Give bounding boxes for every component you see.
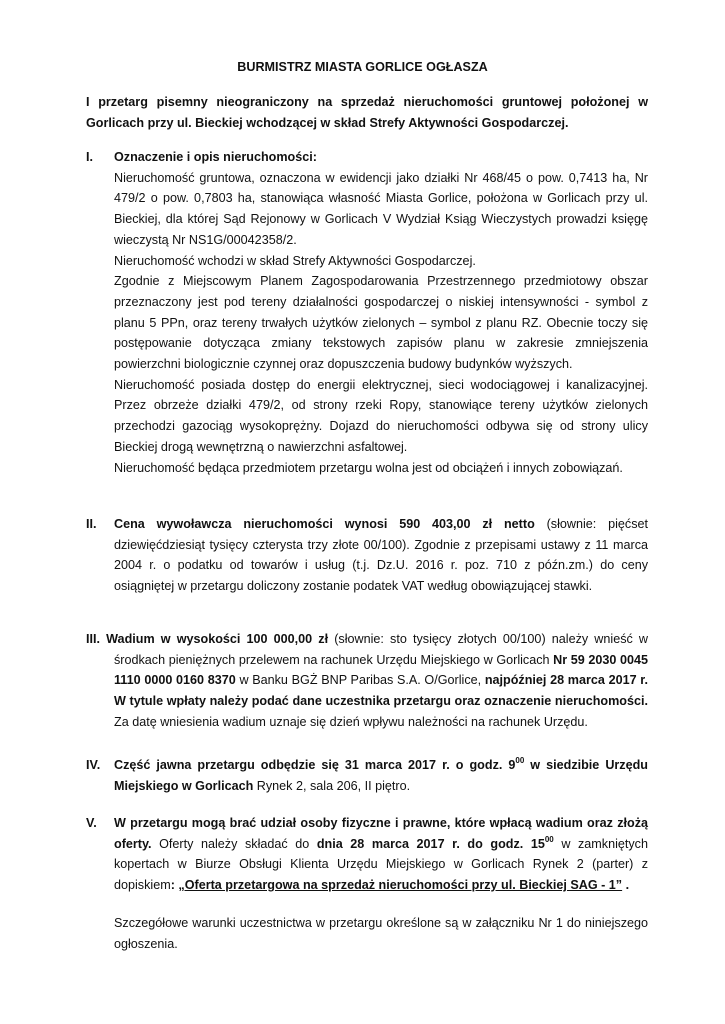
section-5-colon: : — [170, 878, 179, 893]
section-3-paragraph — [86, 629, 648, 733]
section-1-paragraph: Nieruchomość będąca przedmiotem przetargu wolna jest od obciążeń i innych zobowiązań. — [114, 460, 623, 475]
section-5 — [86, 813, 648, 954]
section-3 — [86, 629, 648, 733]
offer-envelope-label: „Oferta przetargowa na sprzedaż nieruchomości przy ul. Bieckiej SAG - 1” — [178, 878, 623, 893]
section-5-text: Oferty należy składać do — [151, 836, 317, 851]
section-5-number: V. — [86, 816, 97, 830]
section-5-text: w zamkniętych kopertach w Biurze Obsługi Klienta Urzędu Miejskiego w Gorlicach Rynek 2 (parter) z dopiskiem — [114, 836, 648, 893]
section-5-participants: W przetargu mogą brać udział osoby fizyczne i prawne, które wpłacą wadium oraz złożą oferty. — [114, 816, 648, 851]
section-4-paragraph — [114, 755, 648, 796]
section-5-note: Szczegółowe warunki uczestnictwa w przetargu określone są w załączniku Nr 1 do niniejszego ogłoszenia. — [114, 915, 648, 951]
section-1-number: I. — [86, 150, 93, 164]
section-1-paragraph: Nieruchomość gruntowa, oznaczona w ewidencji jako działki Nr 468/45 o pow. 0,7413 ha, Nr 479/2 o pow. 0,7803 ha, stanowiąca własność Miasta Gorlice, położona w Gorlicach przy ul. Bieckiej, dla której Sąd Rejonowy w Gorlicach V Wydział Ksiąg Wieczystych prowadzi księgę wieczystą Nr NS1G/00042358/2. — [114, 170, 648, 247]
section-2 — [86, 514, 648, 597]
section-1-heading: Oznaczenie i opis nieruchomości: — [114, 150, 317, 164]
section-3-deposit: Wadium w wysokości 100 000,00 zł — [106, 632, 329, 646]
section-1-paragraph: Nieruchomość posiada dostęp do energii elektrycznej, sieci wodociągowej i kanalizacyjnej. Przez obrzeże działki 479/2, od strony rzeki Ropy, stanowiące tereny użytków zielonych przechodzi gazociąg wysokoprężny. Dojazd do nieruchomości odbywa się od strony ulicy Bieckiej drogą wewnętrzną o nawierzchni asfaltowej. — [114, 377, 648, 454]
section-4-text: Rynek 2, sala 206, II piętro. — [253, 778, 411, 793]
section-2-number: II. — [86, 517, 97, 531]
section-5-time-superscript: 00 — [544, 834, 554, 844]
section-1 — [86, 147, 648, 478]
section-2-text: (słownie: pięćset dziewięćdziesiąt tysięcy czterysta trzy złote 00/100). Zgodnie z przepisami ustawy z 11 marca 2004 r. o podatku od towarów i usług (t.j. Dz.U. 2016 r. poz. 710 z późn.zm.) do ceny osiągniętej w przetargu doliczony zostanie podatek VAT według obowiązującej stawki. — [114, 517, 648, 594]
section-5-tail: . — [622, 878, 630, 893]
section-1-paragraph: Zgodnie z Miejscowym Planem Zagospodarowania Przestrzennego przedmiotowy obszar przeznaczony jest pod tereny działalności gospodarczej o niskiej intensywności - symbol z planu 5 PPn, oraz tereny trwałych użytków zielonych – symbol z planu RZ. Obecnie toczy się postępowanie dotycząca zmiany tekstowych zapisów planu w zakresie zmniejszenia powierzchni biologicznie czynnej oraz dopuszczenia budowy budynków wyższych. — [114, 274, 648, 372]
section-3-text: w Banku BGŻ BNP Paribas S.A. O/Gorlice, — [235, 673, 485, 688]
section-4-date: Część jawna przetargu odbędzie się 31 marca 2017 r. o godz. 9 — [114, 758, 516, 772]
section-3-text: (słownie: sto tysięcy złotych 00/100) należy wnieść w środkach pieniężnych przelewem na rachunek Urzędu Miejskiego w Gorlicach — [114, 632, 649, 667]
section-3-deadline: najpóźniej 28 marca 2017 r. W tytule wpłaty należy podać dane uczestnika przetargu oraz oznaczenie nieruchomości. — [114, 673, 648, 709]
section-4 — [86, 755, 648, 796]
intro-heading: I przetarg pisemny nieograniczony na sprzedaż nieruchomości gruntowej położonej w Gorlicach przy ul. Bieckiej wchodzącej w skład Strefy Aktywności Gospodarczej. — [86, 95, 648, 130]
section-3-text: Za datę wniesienia wadium uznaje się dzień wpływu należności na rachunek Urzędu. — [114, 714, 588, 729]
section-5-deadline: dnia 28 marca 2017 r. do godz. 15 — [316, 836, 545, 851]
section-2-price: Cena wywoławcza nieruchomości wynosi 590 403,00 zł netto — [114, 517, 535, 531]
section-2-paragraph — [114, 514, 648, 597]
section-4-location: w siedzibie Urzędu Miejskiego w Gorlicach — [114, 758, 648, 793]
section-3-number: III. — [86, 632, 100, 646]
section-5-paragraph — [114, 813, 648, 896]
section-1-paragraph: Nieruchomość wchodzi w skład Strefy Aktywności Gospodarczej. — [114, 253, 476, 268]
bank-account-number: Nr 59 2030 0045 1110 0000 0160 8370 — [114, 652, 648, 688]
section-4-number: IV. — [86, 758, 101, 772]
page-title: BURMISTRZ MIASTA GORLICE OGŁASZA — [237, 60, 488, 74]
section-4-time-superscript: 00 — [515, 755, 525, 765]
